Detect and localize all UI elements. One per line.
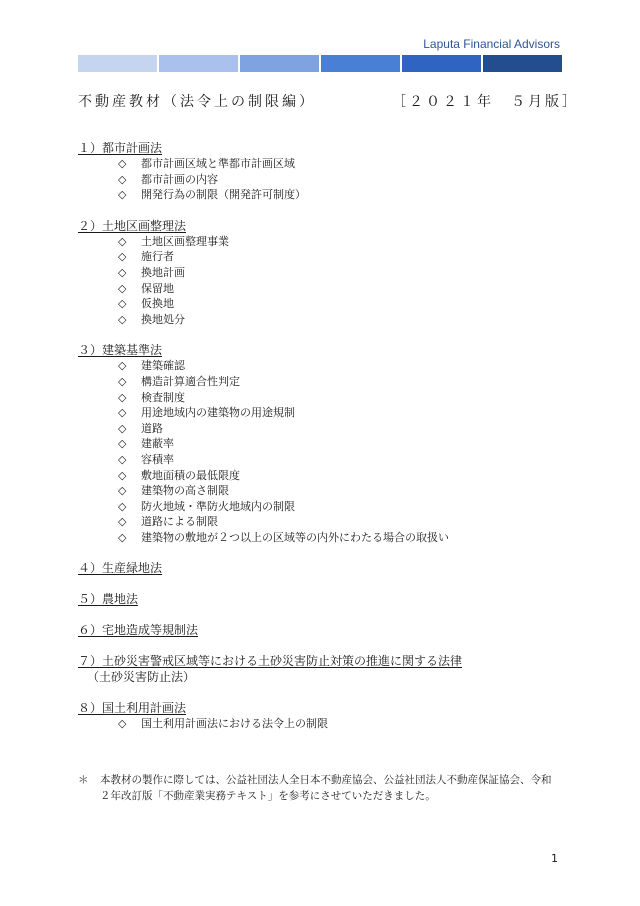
section-item-list	[78, 716, 568, 732]
color-bar-segment	[402, 55, 481, 72]
diamond-bullet-icon: ◇	[118, 250, 127, 264]
toc-section	[78, 591, 568, 607]
footnote-line: ２年改訂版「不動産業実務テキスト」を参考にさせていただきました。	[100, 789, 436, 802]
list-item	[78, 716, 568, 732]
section-heading: ５）農地法	[78, 592, 139, 607]
list-item	[78, 156, 568, 172]
list-item	[78, 483, 568, 499]
section-heading: ８）国土利用計画法	[78, 701, 187, 716]
list-item	[78, 499, 568, 515]
page-number: 1	[551, 852, 558, 865]
diamond-bullet-icon: ◇	[118, 717, 127, 731]
color-bar-segment	[159, 55, 238, 72]
list-item-text: 土地区画整理事業	[141, 234, 229, 248]
section-heading: ２）土地区画整理法	[78, 218, 187, 233]
list-item	[78, 172, 568, 188]
toc-section	[78, 560, 568, 576]
list-item	[78, 468, 568, 484]
section-heading: ６）宅地造成等規制法	[78, 623, 199, 638]
list-item-text: 建築確認	[141, 359, 185, 373]
diamond-bullet-icon: ◇	[118, 157, 127, 170]
toc-section	[78, 700, 568, 732]
list-item-text: 施行者	[141, 250, 174, 264]
toc-section	[78, 653, 568, 685]
section-heading: ４）生産緑地法	[78, 561, 163, 576]
diamond-bullet-icon: ◇	[118, 499, 127, 513]
footnote	[78, 773, 568, 804]
diamond-bullet-icon: ◇	[118, 515, 127, 529]
header-color-bar	[78, 55, 562, 72]
diamond-bullet-icon: ◇	[118, 281, 127, 295]
section-heading: １）都市計画法	[78, 141, 163, 155]
brand-name: Laputa Financial Advisors	[423, 37, 560, 51]
color-bar-segment	[321, 55, 400, 72]
diamond-bullet-icon: ◇	[118, 234, 127, 248]
color-bar-segment	[240, 55, 319, 72]
list-item-text: 建築物の高さ制限	[141, 484, 229, 498]
diamond-bullet-icon: ◇	[118, 484, 127, 498]
list-item	[78, 421, 568, 437]
list-item-text: 道路による制限	[141, 515, 218, 529]
list-item	[78, 265, 568, 281]
diamond-bullet-icon: ◇	[118, 359, 127, 373]
list-item	[78, 358, 568, 374]
list-item-text: 容積率	[141, 452, 174, 466]
footnote-text	[100, 773, 552, 804]
edition-label: ［２０２１年 ５月版］	[392, 94, 579, 110]
document-title: 不動産教材（法令上の制限編）	[78, 94, 316, 110]
list-item	[78, 530, 568, 546]
diamond-bullet-icon: ◇	[118, 390, 127, 404]
diamond-bullet-icon: ◇	[118, 297, 127, 311]
footnote-mark: ＊	[78, 774, 89, 786]
list-item	[78, 374, 568, 390]
list-item	[78, 312, 568, 328]
table-of-contents	[78, 140, 568, 747]
list-item-text: 構造計算適合性判定	[141, 374, 240, 388]
section-item-list	[78, 358, 568, 545]
list-item-text: 検査制度	[141, 390, 185, 404]
list-item-text: 建築物の敷地が２つ以上の区域等の内外にわたる場合の取扱い	[141, 530, 449, 544]
toc-section	[78, 342, 568, 545]
list-item	[78, 436, 568, 452]
list-item	[78, 281, 568, 297]
diamond-bullet-icon: ◇	[118, 421, 127, 435]
section-item-list	[78, 234, 568, 328]
section-subheading: （土砂災害防止法）	[87, 670, 196, 685]
diamond-bullet-icon: ◇	[118, 374, 127, 388]
list-item-text: 道路	[141, 421, 163, 435]
list-item-text: 保留地	[141, 281, 174, 295]
diamond-bullet-icon: ◇	[118, 437, 127, 451]
list-item-text: 換地処分	[141, 312, 185, 326]
section-heading: ７）土砂災害警戒区域等における土砂災害防止対策の推進に関する法律	[78, 654, 463, 669]
list-item-text: 開発行為の制限（開発許可制度）	[141, 188, 306, 202]
footnote-line: 本教材の製作に際しては、公益社団法人全日本不動産協会、公益社団法人不動産保証協会、令和	[100, 774, 552, 786]
list-item	[78, 187, 568, 203]
list-item-text: 都市計画の内容	[141, 172, 218, 186]
diamond-bullet-icon: ◇	[118, 312, 127, 326]
list-item	[78, 249, 568, 265]
diamond-bullet-icon: ◇	[118, 172, 127, 186]
diamond-bullet-icon: ◇	[118, 452, 127, 466]
list-item-text: 防火地域・準防火地域内の制限	[141, 499, 295, 513]
list-item-text: 都市計画区域と準都市計画区域	[141, 157, 295, 170]
color-bar-segment	[78, 55, 157, 72]
diamond-bullet-icon: ◇	[118, 265, 127, 279]
section-item-list	[78, 156, 568, 203]
list-item	[78, 514, 568, 530]
list-item	[78, 234, 568, 250]
diamond-bullet-icon: ◇	[118, 530, 127, 544]
list-item-text: 仮換地	[141, 297, 174, 311]
list-item-text: 国土利用計画法における法令上の制限	[141, 717, 328, 731]
diamond-bullet-icon: ◇	[118, 188, 127, 202]
color-bar-segment	[483, 55, 562, 72]
toc-section	[78, 622, 568, 638]
toc-section	[78, 140, 568, 203]
list-item-text: 建蔽率	[141, 437, 174, 451]
toc-section	[78, 218, 568, 328]
diamond-bullet-icon: ◇	[118, 468, 127, 482]
diamond-bullet-icon: ◇	[118, 406, 127, 420]
list-item-text: 用途地域内の建築物の用途規制	[141, 406, 295, 420]
list-item-text: 換地計画	[141, 265, 185, 279]
list-item	[78, 296, 568, 312]
list-item	[78, 452, 568, 468]
list-item-text: 敷地面積の最低限度	[141, 468, 240, 482]
list-item	[78, 405, 568, 421]
section-heading: ３）建築基準法	[78, 343, 163, 358]
list-item	[78, 390, 568, 406]
